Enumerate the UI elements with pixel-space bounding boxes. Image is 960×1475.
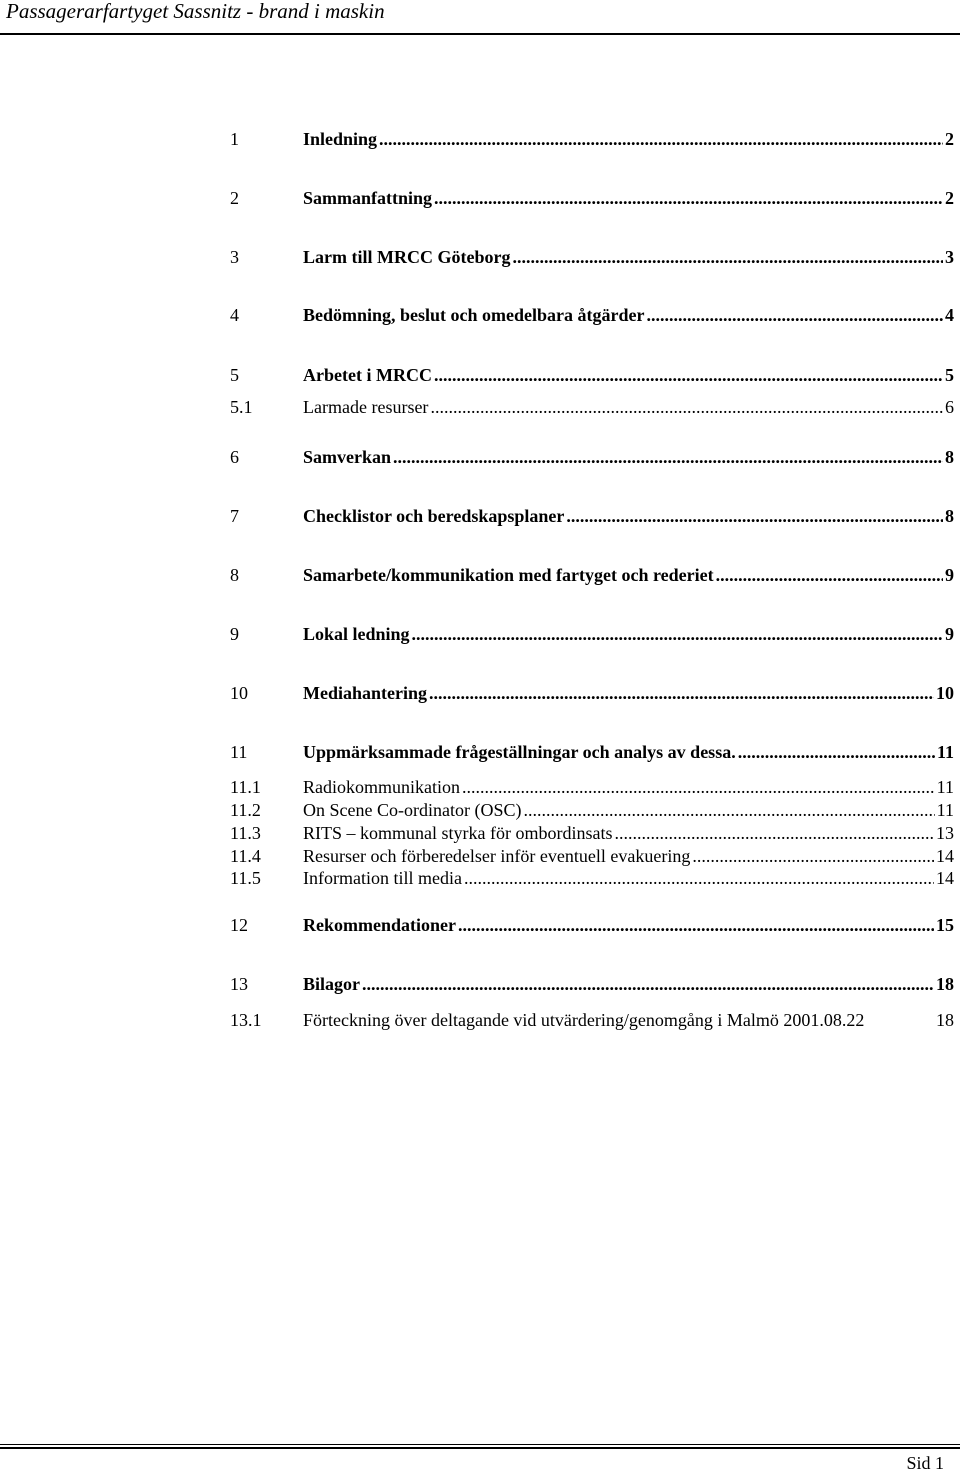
toc-entry-number: 9 — [230, 624, 239, 644]
toc-entry[interactable] — [230, 867, 954, 889]
toc-dot-leader — [434, 364, 943, 386]
toc-entry-number: 12 — [230, 915, 248, 935]
toc-entry-title: Larmade resurser — [303, 397, 429, 417]
toc-dot-leader — [379, 128, 943, 150]
toc-entry-number: 11.2 — [230, 800, 261, 820]
toc-entry-title: Information till media — [303, 868, 462, 888]
toc-entry-number: 8 — [230, 565, 239, 585]
toc-entry-number: 10 — [230, 683, 248, 703]
toc-entry-page: 11 — [936, 777, 954, 797]
toc-entry-page: 14 — [936, 846, 954, 866]
toc-entry-page: 14 — [936, 868, 954, 888]
toc-entry-title: Checklistor och beredskapsplaner — [303, 506, 565, 526]
toc-entry-title: Bedömning, beslut och omedelbara åtgärder — [303, 305, 645, 325]
toc-entry-title: Arbetet i MRCC — [303, 365, 432, 385]
toc-entry-page: 8 — [945, 447, 954, 467]
toc-entry[interactable] — [230, 364, 954, 386]
toc-entry[interactable] — [230, 845, 954, 867]
toc-dot-leader — [566, 505, 943, 527]
toc-entry-title: Inledning — [303, 129, 378, 149]
toc-entry[interactable] — [230, 623, 954, 645]
toc-entry-page: 15 — [936, 915, 954, 935]
toc-entry-number: 4 — [230, 305, 239, 325]
toc-entry-page: 10 — [936, 683, 954, 703]
toc-entry[interactable] — [230, 776, 954, 798]
toc-entry-page: 18 — [936, 1010, 954, 1030]
toc-entry-number: 11.1 — [230, 777, 261, 797]
toc-entry-page: 4 — [945, 305, 954, 325]
toc-entry-title: Larm till MRCC Göteborg — [303, 247, 511, 267]
toc-dot-leader — [429, 682, 934, 704]
toc-entry[interactable] — [230, 187, 954, 209]
toc-entry-page: 11 — [936, 742, 954, 762]
toc-dot-leader — [434, 187, 943, 209]
toc-entry[interactable] — [230, 822, 954, 844]
toc-entry[interactable] — [230, 1009, 954, 1031]
toc-dot-leader — [464, 867, 934, 889]
toc-entry-page: 9 — [945, 565, 954, 585]
toc-dot-leader — [462, 776, 935, 798]
toc-entry-number: 13 — [230, 974, 248, 994]
toc-entry-title: Uppmärksammade frågeställningar och analys av dessa. — [303, 742, 736, 762]
toc-entry[interactable] — [230, 741, 954, 763]
toc-entry-title: On Scene Co-ordinator (OSC) — [303, 800, 522, 820]
toc-entry-title: RITS – kommunal styrka för ombordinsats — [303, 823, 613, 843]
toc-entry-page: 8 — [945, 506, 954, 526]
toc-entry[interactable] — [230, 505, 954, 527]
toc-entry-number: 11.4 — [230, 846, 261, 866]
toc-dot-leader — [716, 564, 943, 586]
toc-dot-leader — [412, 623, 943, 645]
toc-entry-title: Rekommendationer — [303, 915, 456, 935]
toc-entry-number: 11.3 — [230, 823, 261, 843]
document-header-title: Passagerarfartyget Sassnitz - brand i maskin — [6, 0, 385, 23]
toc-entry[interactable] — [230, 682, 954, 704]
toc-dot-leader — [614, 822, 934, 844]
toc-entry-page: 2 — [945, 129, 954, 149]
toc-entry-number: 3 — [230, 247, 239, 267]
toc-entry-number: 2 — [230, 188, 239, 208]
toc-entry[interactable] — [230, 396, 954, 418]
toc-entry-number: 5 — [230, 365, 239, 385]
toc-entry-page: 11 — [936, 800, 954, 820]
toc-entry-number: 6 — [230, 447, 239, 467]
toc-dot-leader — [738, 741, 935, 763]
footer-divider-thick — [0, 1447, 960, 1449]
toc-entry-page: 5 — [945, 365, 954, 385]
toc-entry-page: 18 — [936, 974, 954, 994]
toc-entry-title: Sammanfattning — [303, 188, 433, 208]
toc-entry-number: 5.1 — [230, 397, 253, 417]
toc-entry-title: Samarbete/kommunikation med fartyget och rederiet — [303, 565, 714, 585]
toc-dot-leader — [393, 446, 943, 468]
toc-dot-leader — [362, 973, 934, 995]
toc-dot-leader — [692, 845, 934, 867]
toc-entry-title: Bilagor — [303, 974, 360, 994]
toc-entry[interactable] — [230, 564, 954, 586]
toc-entry-number: 7 — [230, 506, 239, 526]
toc-entry-title: Mediahantering — [303, 683, 427, 703]
toc-dot-leader — [512, 246, 943, 268]
toc-entry-page: 13 — [936, 823, 954, 843]
toc-entry-number: 13.1 — [230, 1010, 262, 1030]
toc-entry[interactable] — [230, 128, 954, 150]
toc-entry-page: 9 — [945, 624, 954, 644]
footer-divider — [0, 1444, 960, 1445]
toc-entry-page: 6 — [945, 397, 954, 417]
toc-dot-leader — [523, 799, 934, 821]
toc-entry-number: 1 — [230, 129, 239, 149]
toc-entry[interactable] — [230, 304, 954, 326]
toc-dot-leader — [647, 304, 944, 326]
toc-dot-leader — [458, 914, 934, 936]
toc-entry-title: Förteckning över deltagande vid utvärdering/genomgång i Malmö 2001.08.22 — [303, 1010, 865, 1030]
page-number: Sid 1 — [906, 1453, 944, 1473]
toc-entry[interactable] — [230, 246, 954, 268]
toc-entry-title: Lokal ledning — [303, 624, 410, 644]
toc-entry-title: Samverkan — [303, 447, 392, 467]
toc-entry-title: Radiokommunikation — [303, 777, 460, 797]
toc-entry-number: 11 — [230, 742, 248, 762]
toc-dot-leader — [430, 396, 943, 418]
toc-entry-title: Resurser och förberedelser inför eventuell evakuering — [303, 846, 691, 866]
toc-entry-page: 3 — [945, 247, 954, 267]
toc-entry[interactable] — [230, 446, 954, 468]
toc-entry[interactable] — [230, 914, 954, 936]
toc-entry-number: 11.5 — [230, 868, 261, 888]
toc-entry[interactable] — [230, 799, 954, 821]
toc-entry-page: 2 — [945, 188, 954, 208]
toc-entry[interactable] — [230, 973, 954, 995]
header-divider — [0, 33, 960, 35]
